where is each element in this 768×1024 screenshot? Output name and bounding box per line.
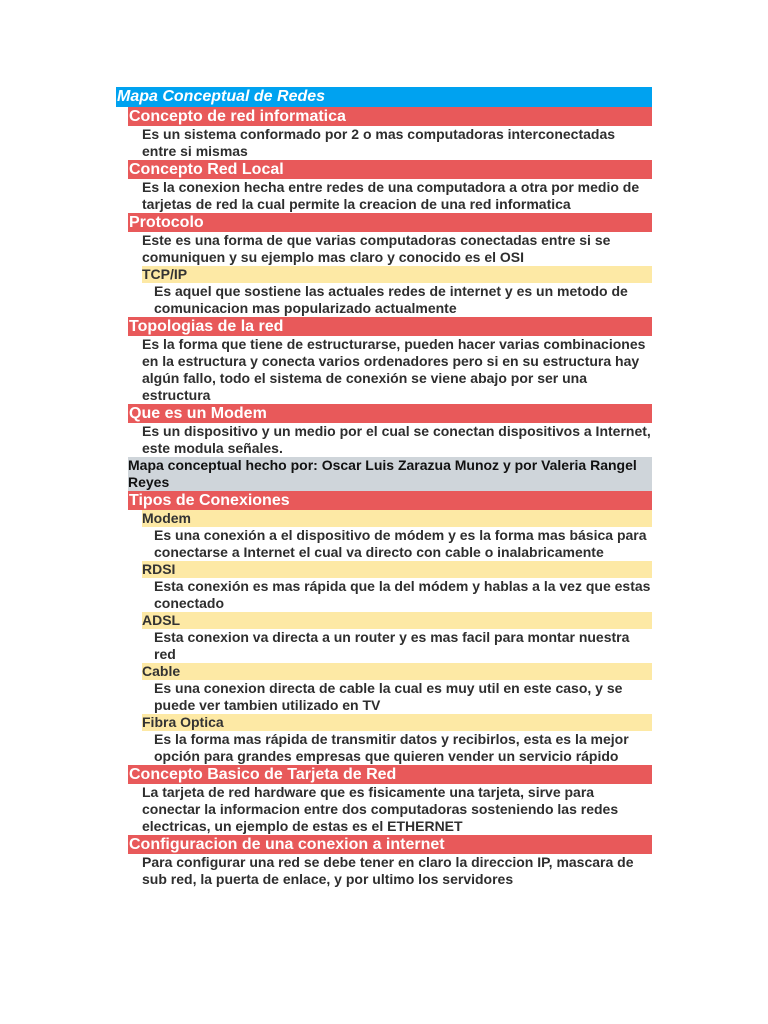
subtopic-label: ADSL xyxy=(142,612,652,629)
topic-heading: Concepto de red informatica xyxy=(128,107,652,126)
subtopic-text: Es una conexion directa de cable la cual es muy util en este caso, y se puede ver tambien utilizado en TV xyxy=(154,680,623,713)
topic-heading: Tipos de Conexiones xyxy=(128,491,652,510)
topic-heading: Configuracion de una conexion a internet xyxy=(128,835,652,854)
topic-text: Es la conexion hecha entre redes de una computadora a otra por medio de tarjetas de red la cual permite la creacion de una red informatica xyxy=(142,179,640,212)
topic-text: Es un sistema conformado por 2 o mas computadoras interconectadas entre si mismas xyxy=(142,126,616,159)
subtopic-text: Es una conexión a el dispositivo de módem y es la forma mas básica para conectarse a Internet el cual va directo con cable o inalabricamente xyxy=(154,527,647,560)
topic-text: Para configurar una red se debe tener en claro la direccion IP, mascara de sub red, la puerta de enlace, y por ultimo los servidores xyxy=(142,854,634,887)
subtopic-label: RDSI xyxy=(142,561,652,578)
subtopic-label: Modem xyxy=(142,510,652,527)
concept-map-outline xyxy=(116,87,652,888)
topic-heading: Topologias de la red xyxy=(128,317,652,336)
topic-text: Es la forma que tiene de estructurarse, pueden hacer varias combinaciones en la estructura y conecta varios ordenadores pero si en su estructura hay algún fallo, todo el sistema de conexión se viene abajo por ser una estructura xyxy=(142,336,646,403)
topic-text: Es un dispositivo y un medio por el cual se conectan dispositivos a Internet, este modula señales. xyxy=(142,423,651,456)
topic-text: La tarjeta de red hardware que es fisicamente una tarjeta, sirve para conectar la informacion entre dos computadoras sosteniendo las redes electricas, un ejemplo de estas es el ETHERNET xyxy=(142,784,619,834)
subtopic-label: Fibra Optica xyxy=(142,714,652,731)
topic-heading: Protocolo xyxy=(128,213,652,232)
authors-note: Mapa conceptual hecho por: Oscar Luis Zarazua Munoz y por Valeria Rangel Reyes xyxy=(128,457,652,491)
subtopic-text: Esta conexion va directa a un router y es mas facil para montar nuestra red xyxy=(154,629,630,662)
topic-heading: Concepto Basico de Tarjeta de Red xyxy=(128,765,652,784)
subtopic-text: Esta conexión es mas rápida que la del módem y hablas a la vez que estas conectado xyxy=(154,578,651,611)
subtopic-text: Es la forma mas rápida de transmitir datos y recibirlos, esta es la mejor opción para grandes empresas que quieren vender un servicio rápido xyxy=(154,731,629,764)
subtopic-text: Es aquel que sostiene las actuales redes de internet y es un metodo de comunicacion mas popularizado actualmente xyxy=(154,283,628,316)
topic-heading: Concepto Red Local xyxy=(128,160,652,179)
page-title: Mapa Conceptual de Redes xyxy=(116,87,652,107)
subtopic-label: TCP/IP xyxy=(142,266,652,283)
topic-heading: Que es un Modem xyxy=(128,404,652,423)
topic-text: Este es una forma de que varias computadoras conectadas entre si se comuniquen y su ejemplo mas claro y conocido es el OSI xyxy=(142,232,611,265)
subtopic-label: Cable xyxy=(142,663,652,680)
